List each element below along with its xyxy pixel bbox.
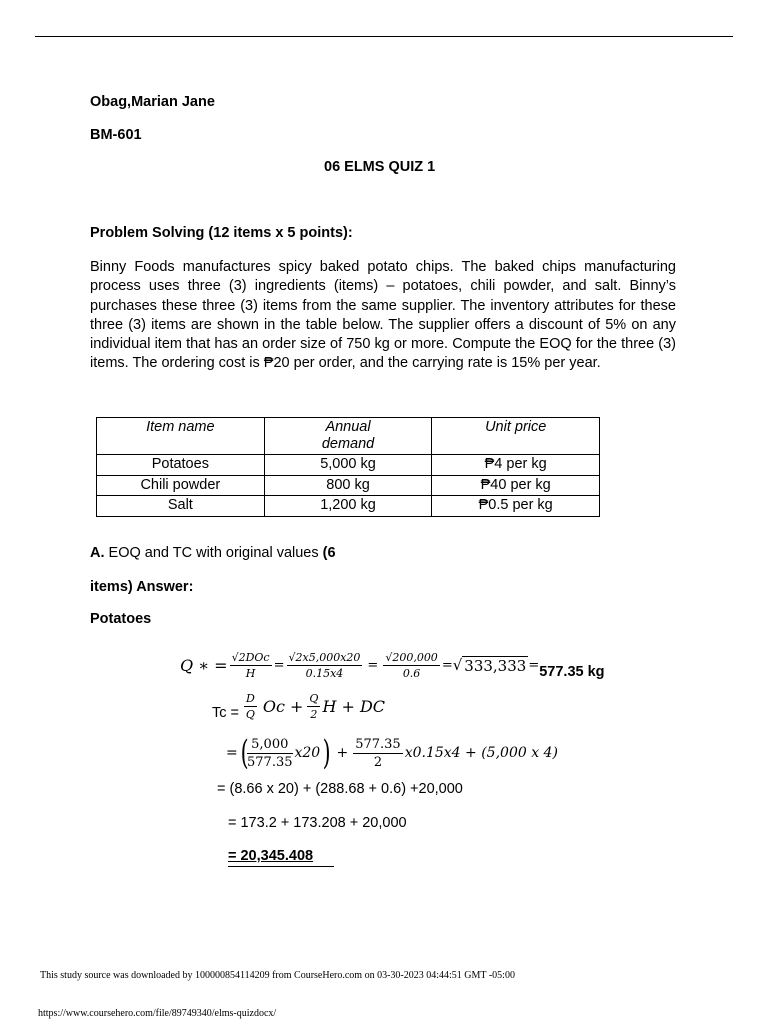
eoq-sqrt-sign: √: [452, 656, 463, 674]
tc-l2-open-paren: (: [240, 733, 249, 773]
eoq-eq-4: =: [528, 657, 540, 673]
tc-l2-num2: 577.35: [355, 736, 401, 752]
tc-d: D: [246, 691, 255, 705]
potatoes-heading: Potatoes: [90, 611, 152, 627]
quiz-title: 06 ELMS QUIZ 1: [324, 159, 436, 175]
tc-q2-den: 2: [310, 707, 318, 721]
tc-q-over-2: [307, 692, 320, 721]
tc-l2-x20: x20: [294, 745, 321, 761]
cell-price: ₱40 per kg: [432, 475, 600, 496]
eoq-f1-num: √2DOc: [231, 650, 270, 664]
table-row: [97, 475, 600, 496]
tc-substitution: [226, 730, 558, 776]
tc-q2-num: Q: [309, 691, 319, 705]
student-name: Obag,Marian Jane: [90, 94, 215, 110]
eoq-f2-den: 0.15x4: [305, 666, 344, 680]
cell-demand: 5,000 kg: [264, 455, 432, 476]
section-a-text: EOQ and TC with original values: [108, 545, 319, 561]
tc-formula: [212, 688, 385, 724]
section-a-label: A.: [90, 545, 105, 561]
tc-line-3: = (8.66 x 20) + (288.68 + 0.6) +20,000: [217, 781, 463, 797]
tc-l2-fraction-2: [353, 737, 403, 770]
tc-label: Tc =: [212, 705, 239, 721]
cell-price: ₱4 per kg: [432, 455, 600, 476]
eoq-f2-num: √2x5,000x20: [288, 650, 361, 664]
eoq-f3-den: 0.6: [402, 666, 421, 680]
inventory-table: [96, 417, 600, 517]
tc-l2-tail: x0.15x4 + (5,000 x 4): [404, 745, 558, 761]
tc-l2-plus: +: [336, 745, 349, 761]
problem-paragraph: Binny Foods manufactures spicy baked potato chips. The baked chips manufacturing process uses three (3) ingredients (items) – potatoes, chili powder, and salt. Binny’s purchases these three (3) items from the same supplier. The inventory attributes for these three (3) items are shown in the table below. The supplier offers a discount of 5% on any individual item that has an order size of 750 kg or more. Compute the EOQ for the three (3) items. The ordering cost is ₱20 per order, and the carrying rate is 15% per year.: [90, 259, 676, 372]
tc-l2-fraction-1: [247, 737, 293, 770]
tc-total: = 20,345.408: [228, 848, 314, 864]
eoq-lhs: Q ∗ =: [180, 655, 228, 675]
header-annual-demand-text: Annual demand: [321, 419, 375, 452]
eoq-fraction-2: [287, 651, 363, 680]
tc-d-over-q: [244, 692, 257, 721]
eoq-eq-1: =: [273, 657, 285, 673]
eoq-fraction-1: [230, 651, 272, 680]
eoq-f3-num: √200,000: [385, 650, 438, 664]
cell-demand: 1,200 kg: [264, 496, 432, 517]
tc-l2-den2: 2: [373, 754, 383, 770]
tc-l2-num: 5,000: [247, 737, 293, 754]
table-header-row: [97, 418, 600, 455]
section-a-answer: items) Answer:: [90, 579, 194, 595]
cell-item: Potatoes: [97, 455, 265, 476]
eoq-eq-3: =: [441, 657, 453, 673]
section-code: BM-601: [90, 127, 142, 143]
header-unit-price: Unit price: [432, 418, 600, 455]
eoq-eq-2: =: [367, 657, 379, 673]
header-annual-demand: [264, 418, 432, 455]
section-a-bold-suffix: (6: [322, 545, 336, 561]
eoq-f1-den: H: [245, 666, 256, 680]
cell-item: Salt: [97, 496, 265, 517]
section-a-line: [90, 545, 336, 561]
footer-url: https://www.coursehero.com/file/89749340/elms-quizdocx/: [38, 1008, 277, 1019]
eoq-result: 577.35 kg: [539, 664, 605, 680]
tc-line-4: = 173.2 + 173.208 + 20,000: [228, 815, 407, 831]
footer-source: This study source was downloaded by 100000854114209 from CourseHero.com on 03-30-2023 04:44:51 GMT -05:00: [40, 970, 515, 981]
tc-l2-close-paren: ): [322, 733, 331, 773]
cell-item: Chili powder: [97, 475, 265, 496]
table-row: [97, 455, 600, 476]
problem-heading: Problem Solving (12 items x 5 points):: [90, 225, 353, 241]
tc-total-underline: [228, 866, 334, 867]
top-rule: [35, 36, 733, 37]
cell-demand: 800 kg: [264, 475, 432, 496]
table-row: [97, 496, 600, 517]
cell-price: ₱0.5 per kg: [432, 496, 600, 517]
tc-q: Q: [245, 707, 255, 721]
header-item-name: Item name: [97, 418, 265, 455]
tc-rest: H + DC: [322, 696, 386, 716]
eoq-sqrt-value: 333,333: [464, 656, 527, 675]
tc-oc: Oc +: [262, 696, 304, 716]
eoq-formula: [180, 643, 620, 687]
tc-l2-eq: =: [226, 745, 238, 761]
eoq-fraction-3: [383, 651, 440, 680]
tc-l2-den: 577.35: [247, 754, 293, 770]
